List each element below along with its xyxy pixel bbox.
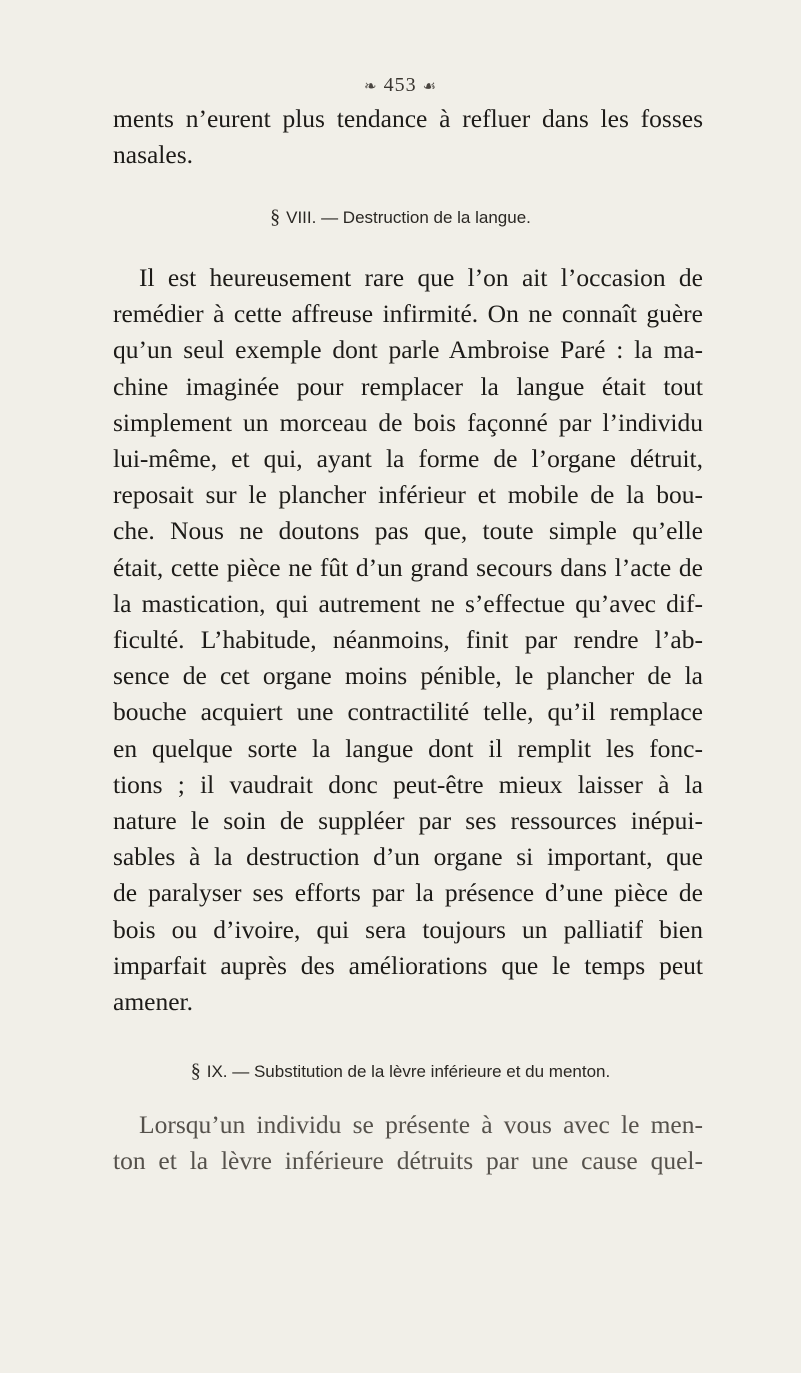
text-line: sence de cet organe moins pénible, le plancher de la — [113, 661, 703, 691]
section-title: IX. — Substitution de la lèvre inférieure et du menton. — [206, 1062, 611, 1081]
paragraph-continuation — [113, 101, 703, 173]
text-line: nasales. — [113, 140, 194, 170]
page-number: 453 — [383, 74, 417, 96]
text-line: était, cette pièce ne fût d’un grand secours dans l’acte de — [113, 552, 703, 582]
text-line: qu’un seul exemple dont parle Ambroise Paré : la ma- — [113, 335, 703, 365]
page-header — [0, 74, 801, 97]
left-ornament-icon: ❧ — [363, 79, 378, 95]
text-line: amener. — [113, 987, 193, 1017]
text-line: ton et la lèvre inférieure détruits par une cause quel- — [113, 1146, 703, 1176]
text-line: de paralyser ses efforts par la présence d’une pièce de — [113, 878, 703, 908]
text-line: nature le soin de suppléer par ses ressources inépui- — [113, 806, 703, 836]
text-line: en quelque sorte la langue dont il remplit les fonc- — [113, 733, 703, 763]
text-line: simplement un morceau de bois façonné par l’individu — [113, 407, 703, 437]
text-line: bouche acquiert une contractilité telle, qu’il remplace — [113, 697, 703, 727]
text-line: Lorsqu’un individu se présente à vous avec le men- — [139, 1110, 703, 1139]
text-line: sables à la destruction d’un organe si important, que — [113, 842, 703, 872]
section-symbol: § — [270, 206, 281, 228]
text-line: ments n’eurent plus tendance à refluer dans les fosses — [113, 104, 703, 133]
text-line: imparfait auprès des améliorations que le temps peut — [113, 950, 703, 980]
text-line: reposait sur le plancher inférieur et mobile de la bou- — [113, 480, 703, 510]
section-title: VIII. — Destruction de la langue. — [286, 208, 531, 227]
text-line: remédier à cette affreuse infirmité. On ne connaît guère — [113, 299, 703, 329]
text-line: la mastication, qui autrement ne s’effectue qu’avec dif- — [113, 588, 703, 618]
text-line: Il est heureusement rare que l’on ait l’occasion de — [139, 263, 703, 292]
section-heading-ix — [0, 1060, 801, 1083]
text-line: lui-même, et qui, ayant la forme de l’organe détruit, — [113, 444, 703, 474]
paragraph-lip-chin — [113, 1107, 703, 1179]
text-line: chine imaginée pour remplacer la langue était tout — [113, 371, 703, 401]
text-line: tions ; il vaudrait donc peut-être mieux laisser à la — [113, 769, 703, 799]
paragraph-tongue — [113, 260, 703, 1020]
text-line: che. Nous ne doutons pas que, toute simple qu’elle — [113, 516, 703, 546]
section-symbol: § — [190, 1060, 201, 1082]
right-ornament-icon: ☙ — [422, 79, 438, 95]
text-line: ficulté. L’habitude, néanmoins, finit par rendre l’ab- — [113, 625, 703, 655]
section-heading-viii — [0, 206, 801, 229]
text-line: bois ou d’ivoire, qui sera toujours un palliatif bien — [113, 914, 703, 944]
